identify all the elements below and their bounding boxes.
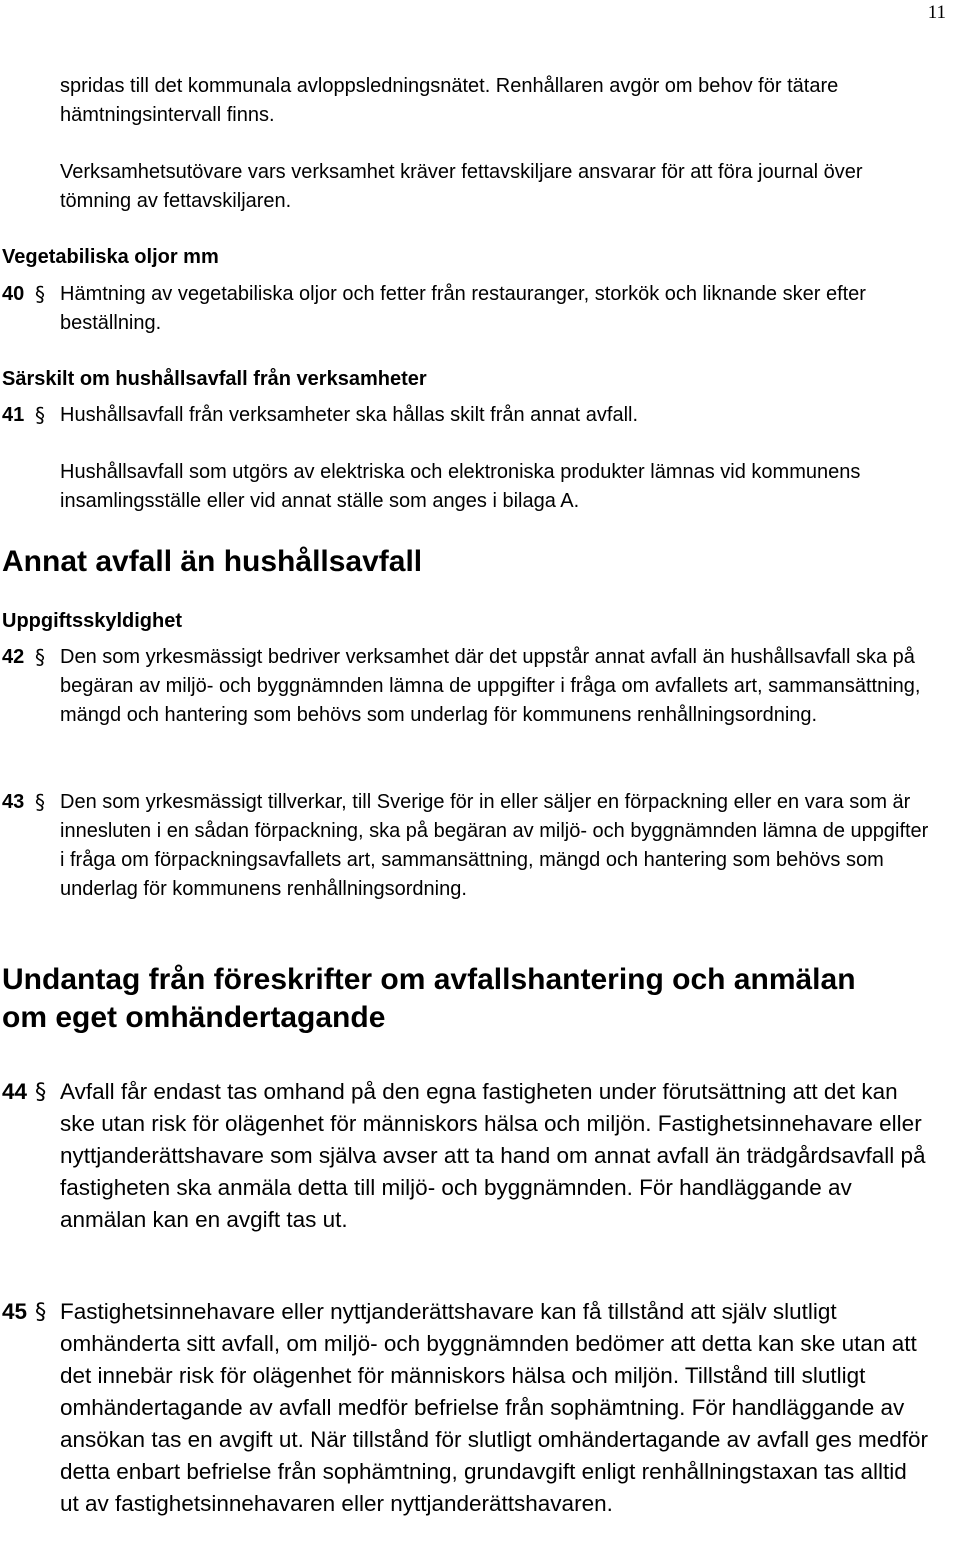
intro-paragraph-2: Verksamhetsutövare vars verksamhet kräver fettavskiljare ansvarar för att föra journal över tömning av fettavskiljaren. bbox=[60, 161, 863, 212]
paragraph-symbol: § bbox=[35, 1079, 47, 1105]
section-text: Den som yrkesmässigt bedriver verksamhet där det uppstår annat avfall än hushållsavfall ska på begäran av miljö- och byggnämnden lämna de uppgifter i fråga om avfallets art, sammansättning, mängd och hantering som behövs som underlag för kommunens renhållningsordning. bbox=[60, 646, 921, 726]
section-number: 42 bbox=[2, 646, 25, 668]
section-number: 43 bbox=[2, 791, 25, 813]
heading-sarskilt: Särskilt om hushållsavfall från verksamheter bbox=[2, 368, 427, 390]
section-42 bbox=[2, 643, 930, 730]
section-text: Avfall får endast tas omhand på den egna fastigheten under förutsättning att det kan ske utan risk för olägenhet för människors hälsa och miljön. Fastighetsinnehavare eller nyttjanderättshavare som själva avser att ta hand om annat avfall än trädgårdsavfall på fastigheten ska anmäla detta till miljö- och byggnämnden. För handläggande av anmälan kan en avgift tas ut. bbox=[60, 1079, 926, 1232]
section-40 bbox=[2, 280, 930, 338]
heading-uppgiftsskyldighet: Uppgiftsskyldighet bbox=[2, 610, 183, 632]
section-text: Fastighetsinnehavare eller nyttjanderättshavare kan få tillstånd att själv slutligt omhänderta sitt avfall, om miljö- och byggnämnden bedömer att detta kan ske utan att det innebär risk för olägenhet för människors hälsa och miljön. Tillstånd till slutligt omhändertagande av avfall medför befrielse från sophämtning. För handläggande av ansökan tas en avgift ut. När tillstånd för slutligt omhändertagande av avfall ges medför detta enbart befrielse från sophämtning, grundavgift enligt renhållningstaxan tas alltid ut av fastighetsinnehavaren eller nyttjanderättshavaren. bbox=[60, 1299, 928, 1516]
section-number: 44 bbox=[2, 1079, 28, 1104]
section-text: Hushållsavfall från verksamheter ska hållas skilt från annat avfall. bbox=[60, 404, 639, 426]
intro-paragraph-1: spridas till det kommunala avloppsledningsnätet. Renhållaren avgör om behov för tätare hämtningsintervall finns. bbox=[60, 75, 839, 126]
section-41-paragraph-2: Hushållsavfall som utgörs av elektriska och elektroniska produkter lämnas vid kommunens insamlingsställe eller vid annat ställe som anges i bilaga A. bbox=[60, 461, 861, 512]
section-41 bbox=[2, 401, 930, 430]
section-number: 45 bbox=[2, 1299, 28, 1324]
paragraph-symbol: § bbox=[35, 282, 45, 306]
section-45 bbox=[2, 1296, 930, 1520]
paragraph-symbol: § bbox=[35, 1299, 47, 1325]
paragraph-symbol: § bbox=[35, 790, 45, 814]
section-text: Hämtning av vegetabiliska oljor och fetter från restauranger, storkök och liknande sker efter beställning. bbox=[60, 283, 866, 334]
heading-annat-avfall: Annat avfall än hushållsavfall bbox=[2, 545, 423, 578]
section-number: 40 bbox=[2, 283, 25, 305]
heading-vegetabiliska: Vegetabiliska oljor mm bbox=[2, 246, 219, 268]
section-text: Den som yrkesmässigt tillverkar, till Sverige för in eller säljer en förpackning eller en vara som är innesluten i en sådan förpackning, ska på begäran av miljö- och byggnämnden lämna de uppgifter i fråga om förpackningsavfallets art, sammansättning, mängd och hantering som behövs som underlag för kommunens renhållningsordning. bbox=[60, 791, 929, 900]
paragraph-symbol: § bbox=[35, 403, 45, 427]
section-44 bbox=[2, 1076, 930, 1236]
section-43 bbox=[2, 788, 930, 904]
section-number: 41 bbox=[2, 404, 25, 426]
heading-undantag: Undantag från föreskrifter om avfallshantering och anmälan om eget omhändertagande bbox=[2, 963, 856, 1034]
paragraph-symbol: § bbox=[35, 645, 45, 669]
page-number: 11 bbox=[927, 2, 946, 23]
